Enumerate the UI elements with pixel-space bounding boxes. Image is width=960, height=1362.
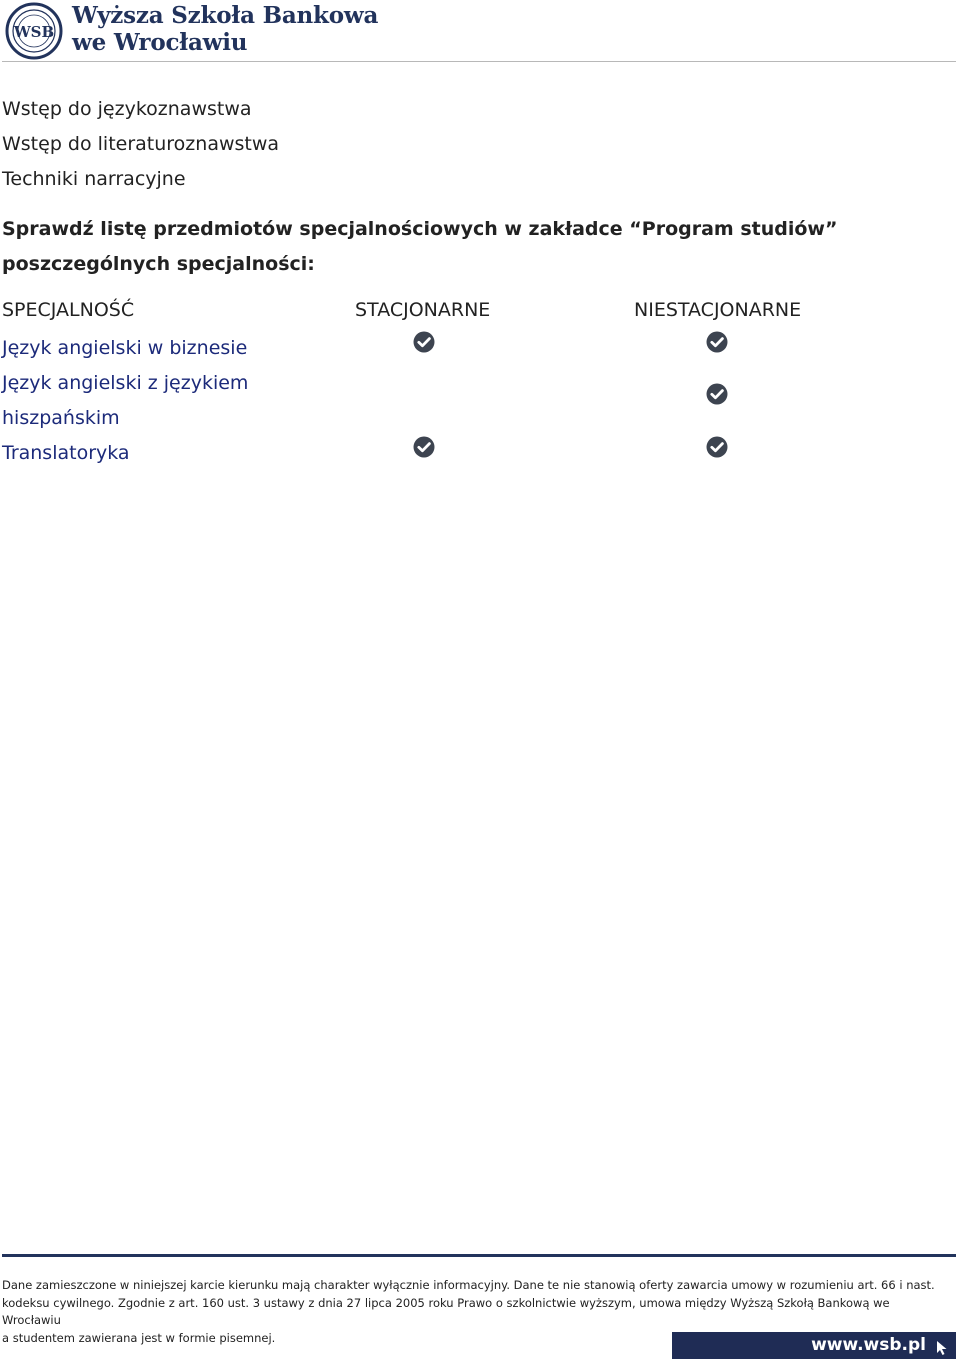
specialty-name-line2: hiszpańskim: [2, 407, 120, 429]
specialty-link-translation[interactable]: Translatoryka: [2, 442, 130, 464]
check-circle-icon: [413, 331, 435, 353]
program-note: [2, 212, 902, 282]
university-seal-logo: [4, 2, 64, 60]
check-circle-icon: [706, 331, 728, 353]
subject-item: Techniki narracyjne: [2, 168, 186, 190]
cursor-arrow-icon: [936, 1340, 948, 1356]
subject-item: Wstęp do literaturoznawstwa: [2, 133, 280, 155]
university-name: [72, 2, 378, 56]
disclaimer-line1: Dane zamieszczone w niniejszej karcie kierunku mają charakter wyłącznie informacyjny. Dane te nie stanowią oferty zawarcia umowy w rozumieniu art. 66 i nast.: [2, 1278, 935, 1292]
specialty-name-line1: Język angielski z językiem: [2, 372, 249, 394]
check-circle-icon: [706, 436, 728, 458]
check-circle-icon: [413, 436, 435, 458]
column-header-full-time: STACJONARNE: [355, 299, 491, 321]
column-header-part-time: NIESTACJONARNE: [634, 299, 802, 321]
website-url[interactable]: www.wsb.pl: [811, 1335, 926, 1355]
program-note-line2: poszczególnych specjalności:: [2, 253, 315, 275]
page-header: [0, 0, 960, 62]
subject-list: [2, 92, 279, 197]
svg-text:WSB: WSB: [13, 23, 55, 41]
footer-divider: [2, 1254, 956, 1257]
university-name-line1: Wyższa Szkoła Bankowa: [72, 2, 379, 29]
website-banner[interactable]: [672, 1332, 956, 1359]
program-note-line1: Sprawdź listę przedmiotów specjalnościowych w zakładce “Program studiów”: [2, 218, 838, 240]
disclaimer-line3: a studentem zawierana jest w formie pisemnej.: [2, 1330, 276, 1345]
check-circle-icon: [706, 383, 728, 405]
header-divider: [2, 61, 956, 62]
disclaimer-line2: kodeksu cywilnego. Zgodnie z art. 160 ust. 3 ustawy z dnia 27 lipca 2005 roku Prawo o szkolnictwie wyższym, umowa między Wyższą Szkołą Bankową we Wrocławiu: [2, 1295, 890, 1327]
university-name-line2: we Wrocławiu: [72, 29, 248, 56]
specialty-link-business-english[interactable]: Język angielski w biznesie: [2, 337, 248, 359]
specialty-link-english-spanish[interactable]: [2, 366, 248, 436]
column-header-specialty: SPECJALNOŚĆ: [2, 299, 135, 321]
subject-item: Wstęp do językoznawstwa: [2, 98, 252, 120]
